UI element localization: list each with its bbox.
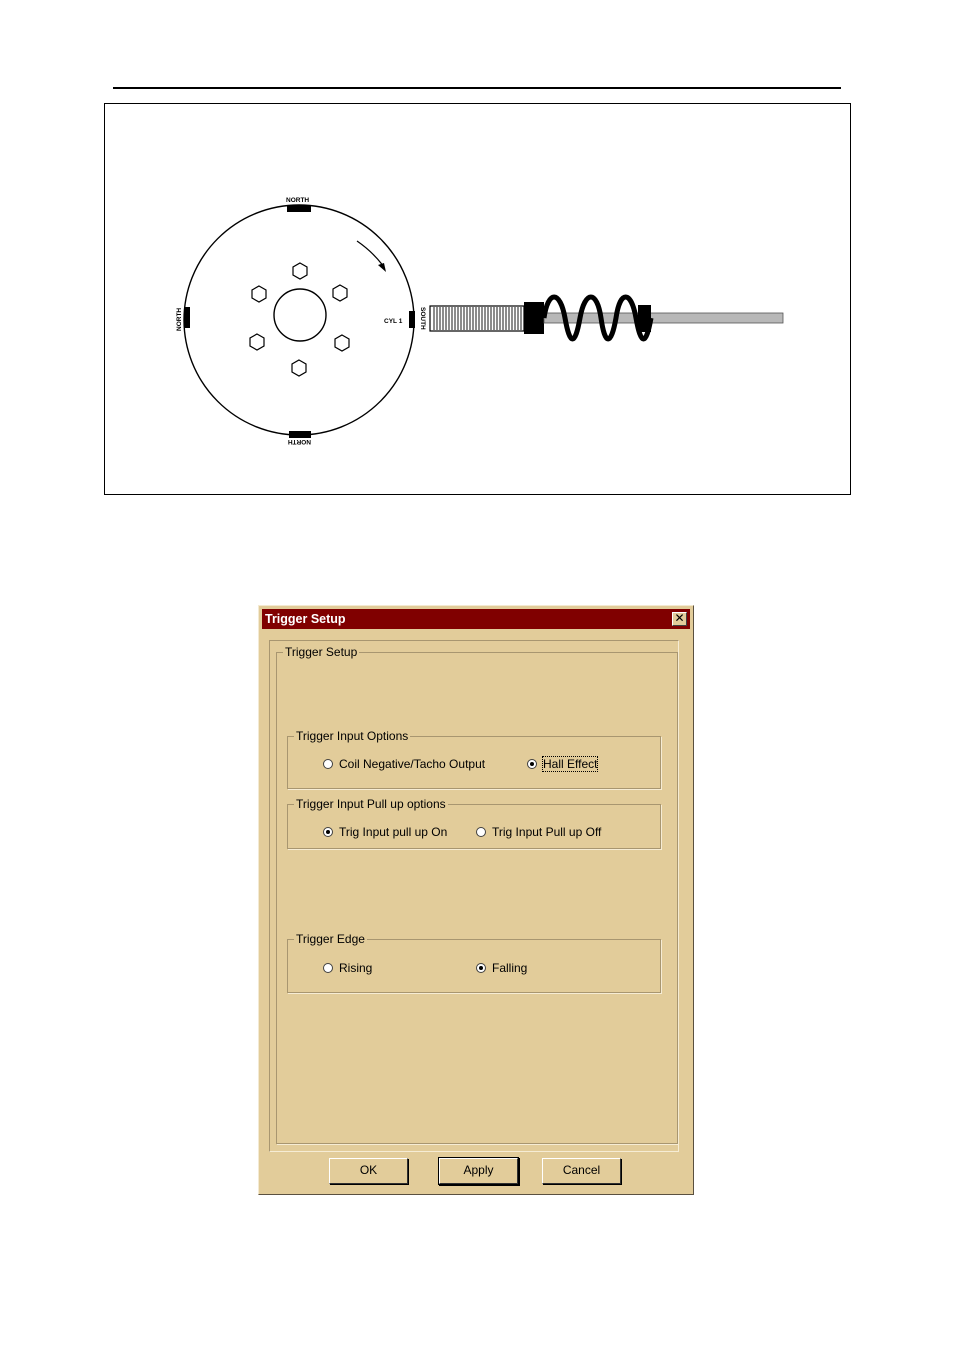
radio-hall-effect[interactable] bbox=[527, 757, 597, 771]
radio-falling[interactable] bbox=[476, 961, 527, 975]
rotation-arrowhead bbox=[378, 263, 386, 272]
trigger-pullup-label: Trigger Input Pull up options bbox=[296, 797, 446, 811]
radio-circle bbox=[476, 963, 486, 973]
close-icon: ✕ bbox=[674, 611, 685, 625]
radio-coil-negative-label: Coil Negative/Tacho Output bbox=[339, 757, 486, 771]
radio-rising-label: Rising bbox=[339, 961, 373, 975]
radio-circle bbox=[323, 963, 333, 973]
radio-pullup-on-label: Trig Input pull up On bbox=[339, 825, 448, 839]
trigger-wheel-drawing bbox=[105, 104, 850, 494]
pole-label-bottom: NORTH bbox=[287, 438, 311, 445]
radio-circle bbox=[323, 759, 333, 769]
trigger-setup-group-label: Trigger Setup bbox=[285, 645, 358, 659]
pole-label-right: SOUTH bbox=[419, 307, 426, 330]
wheel-hub bbox=[274, 289, 326, 341]
pole-label-left: NORTH bbox=[176, 307, 183, 331]
sensor-nut bbox=[524, 302, 544, 334]
dialog-title: Trigger Setup bbox=[265, 612, 346, 626]
trigger-input-options-label: Trigger Input Options bbox=[296, 729, 409, 743]
radio-pullup-off[interactable] bbox=[476, 825, 601, 839]
wheel-bolts bbox=[250, 263, 349, 376]
radio-circle bbox=[323, 827, 333, 837]
rotation-arrow bbox=[357, 241, 384, 267]
title-bar[interactable] bbox=[262, 609, 690, 629]
trigger-setup-dialog bbox=[258, 605, 694, 1195]
radio-coil-negative[interactable] bbox=[323, 757, 485, 771]
trigger-edge-label: Trigger Edge bbox=[296, 932, 365, 946]
sensor-body bbox=[430, 306, 524, 331]
radio-rising[interactable] bbox=[323, 961, 372, 975]
close-button[interactable] bbox=[672, 612, 687, 626]
trigger-wheel-diagram bbox=[104, 103, 851, 495]
cylinder-label: CYL 1 bbox=[384, 318, 403, 325]
ok-button[interactable]: OK bbox=[329, 1158, 408, 1184]
radio-pullup-off-label: Trig Input Pull up Off bbox=[492, 825, 602, 839]
radio-falling-label: Falling bbox=[492, 961, 528, 975]
apply-button[interactable]: Apply bbox=[439, 1158, 518, 1184]
radio-circle bbox=[476, 827, 486, 837]
trigger-wheel bbox=[184, 205, 414, 435]
trigger-setup-group bbox=[276, 645, 678, 1144]
radio-pullup-on[interactable] bbox=[323, 825, 447, 839]
spring-cap bbox=[638, 305, 651, 332]
pole-label-top: NORTH bbox=[286, 197, 310, 204]
page-header-rule bbox=[113, 87, 841, 89]
cancel-button[interactable]: Cancel bbox=[542, 1158, 621, 1184]
radio-hall-effect-label: Hall Effect bbox=[543, 757, 598, 771]
radio-circle bbox=[527, 759, 537, 769]
